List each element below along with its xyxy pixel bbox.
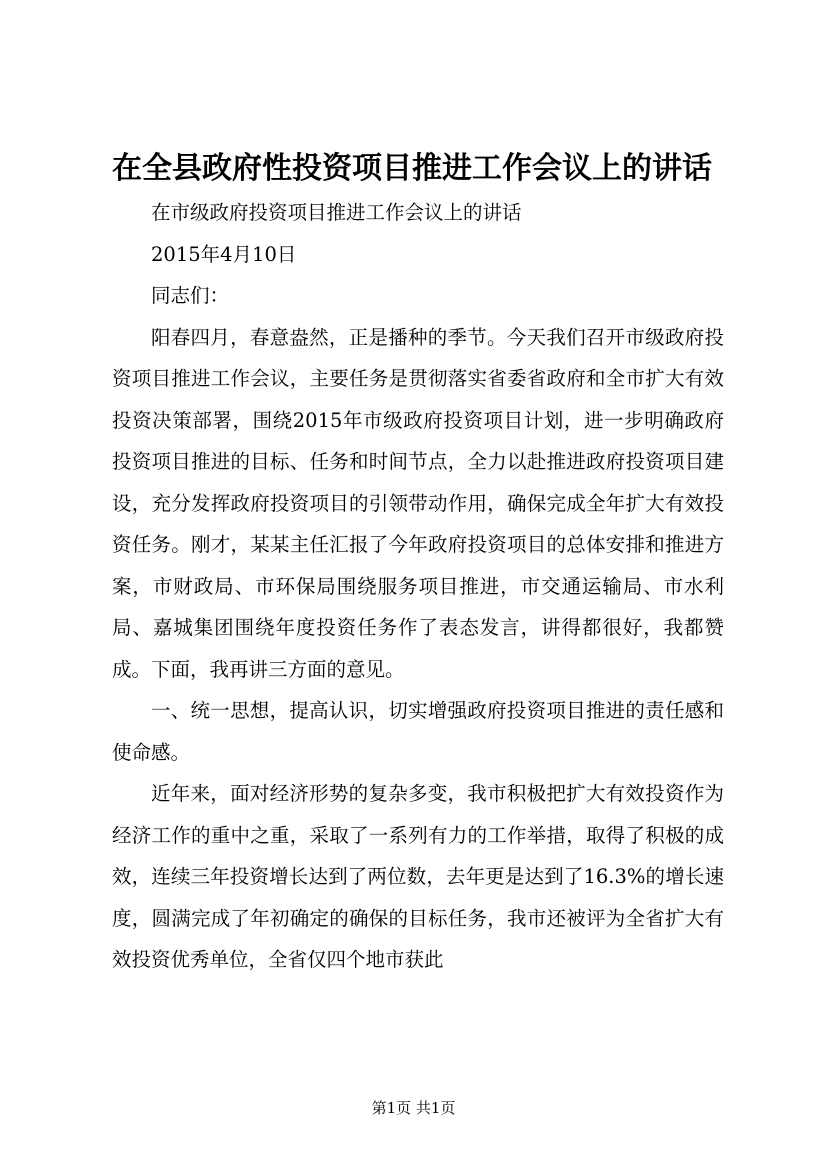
document-body (112, 192, 724, 981)
paragraph-intro: 阳春四月，春意盎然，正是播种的季节。今天我们召开市级政府投资项目推进工作会议，主要任务是贯彻落实省委省政府和全市扩大有效投资决策部署，围绕2015年市级政府投资项目计划，进一步明确政府投资项目推进的目标、任务和时间节点，全力以赴推进政府投资项目建设，充分发挥政府投资项目的引领带动作用，确保完成全年扩大有效投资任务。刚才，某某主任汇报了今年政府投资项目的总体安排和推进方案，市财政局、市环保局围绕服务项目推进，市交通运输局、市水利局、嘉城集团围绕年度投资任务作了表态发言，讲得都很好，我都赞成。下面，我再讲三方面的意见。 (112, 325, 724, 681)
paragraph-section-one: 近年来，面对经济形势的复杂多变，我市积极把扩大有效投资作为经济工作的重中之重，采取了一系列有力的工作举措，取得了积极的成效，连续三年投资增长达到了两位数，去年更是达到了16.3%的增长速度，圆满完成了年初确定的确保的目标任务，我市还被评为全省扩大有效投资优秀单位，全省仅四个地市获此 (112, 782, 724, 971)
salutation: 同志们： (151, 284, 230, 307)
document-title: 在全县政府性投资项目推进工作会议上的讲话 (112, 151, 712, 186)
document-subtitle: 在市级政府投资项目推进工作会议上的讲话 (151, 201, 522, 224)
page-footer: 第1页 共1页 (371, 1099, 456, 1117)
section-heading-one: 一、统一思想，提高认识，切实增强政府投资项目推进的责任感和使命感。 (112, 699, 724, 764)
document-date: 2015年4月10日 (151, 242, 297, 266)
